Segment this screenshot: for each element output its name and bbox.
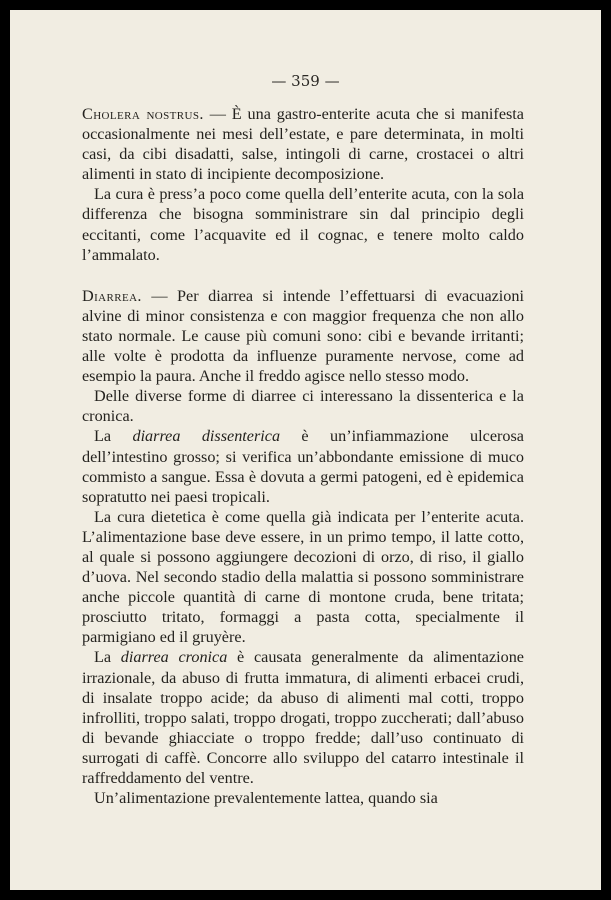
paragraph-dietary-cure: La cura dietetica è come quella già indicata per l’enterite acuta. L’alimentazione base deve essere, in un primo tempo, il latte cotto, al quale si possono aggiungere decozioni di orzo, di riso, il giallo d’uova. Nel secondo stadio della malattia si possono somministrare anche piccole quantità di carne di montone cruda, bene tritata; prosciutto tritato, formaggi a pasta cotta, specialmente il parmigiano ed il gruyère.: [82, 507, 524, 647]
paragraph-cholera: Cholera nostrus. — È una gastro-enterite acuta che si manifesta occasionalmente nei mesi dell’estate, e pare determinata, in molti casi, da cibi disadatti, salse, intingoli di carne, crostacei o altri alimenti in stato di incipiente decomposizione.: [82, 105, 524, 184]
paragraph-diarrea: Diarrea. — Per diarrea si intende l’effettuarsi di evacuazioni alvine di minor consistenza e con maggior frequenza che non allo stato normale. Le cause più comuni sono: cibi e bevande irritanti; alle volte è prodotta da influenze puramente nervose, come ad esempio la paura. Anche il freddo agisce nello stesso modo.: [82, 286, 524, 386]
term-diarrea-dissenterica: diarrea dissenterica: [132, 427, 281, 446]
paragraph-alimentazione: Un’alimentazione prevalentemente lattea, quando sia: [94, 789, 438, 808]
paragraph-cronica: La diarrea cronica è causata generalmente da alimentazione irrazionale, da abuso di frutta immatura, di alimenti erbacei crudi, di insalate troppo acide; da abuso di alimenti mal cotti, troppo infrolliti, troppo salati, troppo drogati, troppo zuccherati; dall’abuso di bevande ghiacciate o troppo fredde; dall’uso continuato di surrogati di caffè. Concorre allo sviluppo del catarro intestinale il raffreddamento del ventre.: [82, 648, 524, 787]
term-diarrea-cronica: diarrea cronica: [120, 648, 228, 667]
page-text: [82, 104, 524, 808]
paragraph-cholera-cure: La cura è press’a poco come quella dell’enterite acuta, con la sola differenza che bisogna somministrare sin dal principio degli eccitanti, come l’acquavite ed il cognac, e tenere molto caldo l’ammalato.: [82, 185, 524, 264]
paragraph-dissenterica: La diarrea dissenterica è un’infiammazione ulcerosa dell’intestino grosso; si verifica un’abbondante emissione di muco commisto a sangue. Essa è dovuta a germi patogeni, ed è epidemica sopratutto nei paesi tropicali.: [82, 427, 524, 506]
paragraph-forms: Delle diverse forme di diarree ci interessano la dissenterica e la cronica.: [82, 387, 524, 426]
book-page: [10, 10, 601, 890]
page-number: — 359 —: [271, 72, 340, 90]
heading-cholera-nostrus: Cholera nostrus.: [82, 105, 204, 123]
heading-diarrea: Diarrea.: [82, 286, 142, 305]
